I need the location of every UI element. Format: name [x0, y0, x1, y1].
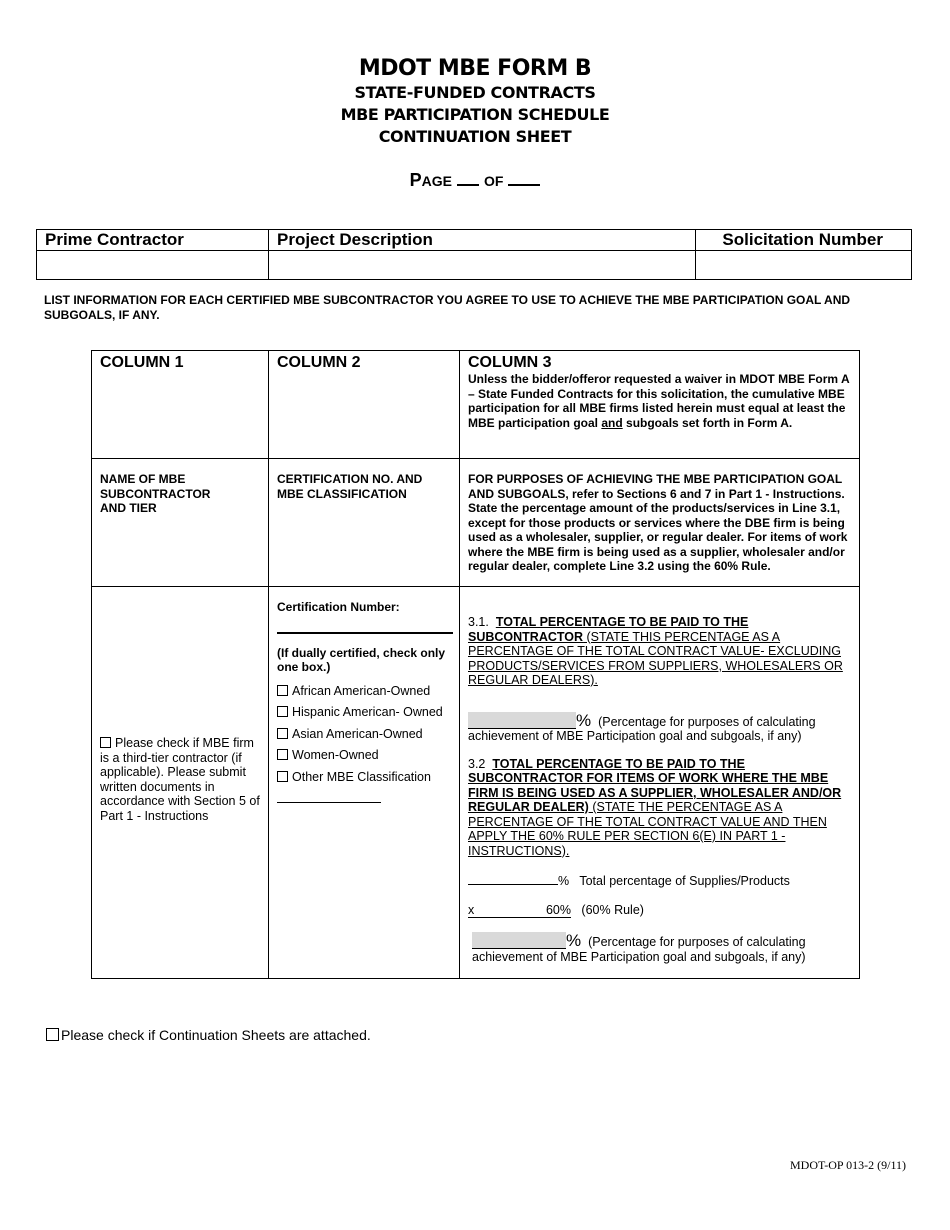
column3-waiver-note: Unless the bidder/offeror requested a waiver in MDOT MBE Form A – State Funded Contracts for this solicitation, the cumulative MBE participation for all MBE firms listed herein must equal at least the MBE participation goal and subgoals set forth in Form A. — [468, 372, 850, 430]
form-subtitle-schedule: MBE PARTICIPATION SCHEDULE — [340, 105, 610, 124]
solicitation-number-field[interactable] — [696, 251, 912, 280]
continuation-sheets-row[interactable] — [46, 1027, 371, 1043]
page-label-of: OF — [483, 173, 504, 189]
third-tier-checkbox[interactable] — [100, 737, 111, 748]
third-tier-note: Please check if MBE firm is a third-tier contractor (if applicable). Please submit written documents in accordance with Section 5 of Part 1 - Instructions — [100, 736, 260, 823]
classification-option-asian-american[interactable]: Asian American-Owned — [277, 727, 451, 742]
column1-heading-cell — [92, 351, 269, 459]
prime-contractor-header: Prime Contractor — [37, 230, 269, 251]
contract-header-table — [36, 229, 912, 280]
column1-heading: COLUMN 1 — [100, 354, 184, 371]
prime-contractor-field[interactable] — [37, 251, 269, 280]
dual-certified-note: (If dually certified, check only one box.) — [277, 645, 446, 674]
column2-heading-cell — [269, 351, 460, 459]
sixty-percent-rule-row: x 60% (60% Rule) — [468, 902, 644, 917]
line-3-1-percentage-field[interactable] — [468, 712, 576, 729]
other-classification-field[interactable] — [277, 802, 381, 803]
page-label-p: P — [409, 170, 422, 190]
continuation-label: Please check if Continuation Sheets are attached. — [61, 1027, 371, 1043]
solicitation-number-header: Solicitation Number — [696, 230, 912, 251]
column1-detail-cell — [92, 587, 269, 979]
line-3-1-percentage-note: (Percentage for purposes of calculating achievement of MBE Participation goal and subgoals, if any) — [468, 714, 816, 743]
classification-option-african-american[interactable]: African American-Owned — [277, 684, 451, 699]
form-subtitle-continuation: CONTINUATION SHEET — [378, 127, 572, 146]
page-current-field[interactable] — [457, 172, 479, 186]
line-3-2-percentage-field[interactable] — [472, 932, 566, 949]
column3-heading: COLUMN 3 — [468, 354, 552, 371]
project-description-header: Project Description — [269, 230, 696, 251]
subcontractor-label: NAME OF MBE SUBCONTRACTOR AND TIER — [100, 472, 211, 515]
classification-option-hispanic-american[interactable]: Hispanic American- Owned — [277, 705, 451, 720]
form-title-block — [0, 56, 950, 148]
column1-label-cell — [92, 459, 269, 587]
page-total-field[interactable] — [508, 172, 540, 186]
supplies-percentage-row: % Total percentage of Supplies/Products — [468, 873, 851, 889]
page-label-age: AGE — [421, 173, 452, 189]
line-3-2-heading: 3.2 TOTAL PERCENTAGE TO BE PAID TO THE SUBCONTRACTOR FOR ITEMS OF WORK WHERE THE MBE FIRM IS BEING USED AS A SUPPLIER, WHOLESALER AND/OR REGULAR DEALER) (STATE THE PERCENTAGE AS A PERCENTAGE OF THE TOTAL CONTRACT VALUE AND THEN APPLY THE 60% RULE PER SECTION 6(E) IN PART 1 - INSTRUCTIONS). — [468, 756, 842, 858]
certification-label: CERTIFICATION NO. AND MBE CLASSIFICATION — [277, 472, 423, 501]
line-3-1-percentage-row: % (Percentage for purposes of calculating achievement of MBE Participation goal and subgoals, if any) — [468, 710, 816, 743]
classification-option-other[interactable]: Other MBE Classification — [277, 770, 451, 785]
column2-heading: COLUMN 2 — [277, 354, 361, 371]
column2-label-cell — [269, 459, 460, 587]
checkbox-icon[interactable] — [277, 685, 288, 696]
project-description-field[interactable] — [269, 251, 696, 280]
continuation-checkbox[interactable] — [46, 1028, 59, 1041]
column3-label-cell — [460, 459, 860, 587]
participation-table — [91, 350, 860, 979]
column2-detail-cell — [269, 587, 460, 979]
goal-instructions-label: FOR PURPOSES OF ACHIEVING THE MBE PARTICIPATION GOAL AND SUBGOALS, refer to Sections 6 and 7 in Part 1 - Instructions. State the percentage amount of the products/services in Line 3.1, except for those products or services where the DBE firm is being used as a wholesaler, supplier, or regular dealer. For items of work where the MBE firm is being used as a supplier, wholesaler and/or regular dealer, complete Line 3.2 using the 60% Rule. — [468, 472, 848, 573]
checkbox-icon[interactable] — [277, 728, 288, 739]
column3-detail-cell — [460, 587, 860, 979]
supplies-percentage-field[interactable] — [468, 873, 558, 885]
instruction-text: LIST INFORMATION FOR EACH CERTIFIED MBE SUBCONTRACTOR YOU AGREE TO USE TO ACHIEVE THE MBE PARTICIPATION GOAL AND SUBGOALS, IF ANY. — [44, 293, 851, 322]
classification-option-women-owned[interactable]: Women-Owned — [277, 748, 451, 763]
sixty-percent-multiplier: x 60% — [468, 902, 571, 917]
page-number-line — [0, 170, 950, 191]
line-3-1-heading: 3.1. TOTAL PERCENTAGE TO BE PAID TO THE SUBCONTRACTOR (STATE THIS PERCENTAGE AS A PERCENTAGE OF THE TOTAL CONTRACT VALUE- EXCLUDING PRODUCTS/SERVICES FROM SUPPLIERS, WHOLESALERS OR REGULAR DEALERS). — [468, 615, 843, 687]
form-code-footer: MDOT-OP 013-2 (9/11) — [790, 1158, 906, 1172]
form-title: MDOT MBE FORM B — [358, 56, 592, 81]
checkbox-icon[interactable] — [277, 749, 288, 760]
form-subtitle-contracts: STATE-FUNDED CONTRACTS — [354, 83, 596, 102]
checkbox-icon[interactable] — [277, 771, 288, 782]
cert-number-field[interactable] — [277, 632, 453, 634]
column3-heading-cell — [460, 351, 860, 459]
checkbox-icon[interactable] — [277, 706, 288, 717]
line-3-2-percentage-row: % (Percentage for purposes of calculating achievement of MBE Participation goal and subgoals, if any) — [472, 931, 806, 964]
cert-number-label: Certification Number: — [277, 600, 400, 614]
